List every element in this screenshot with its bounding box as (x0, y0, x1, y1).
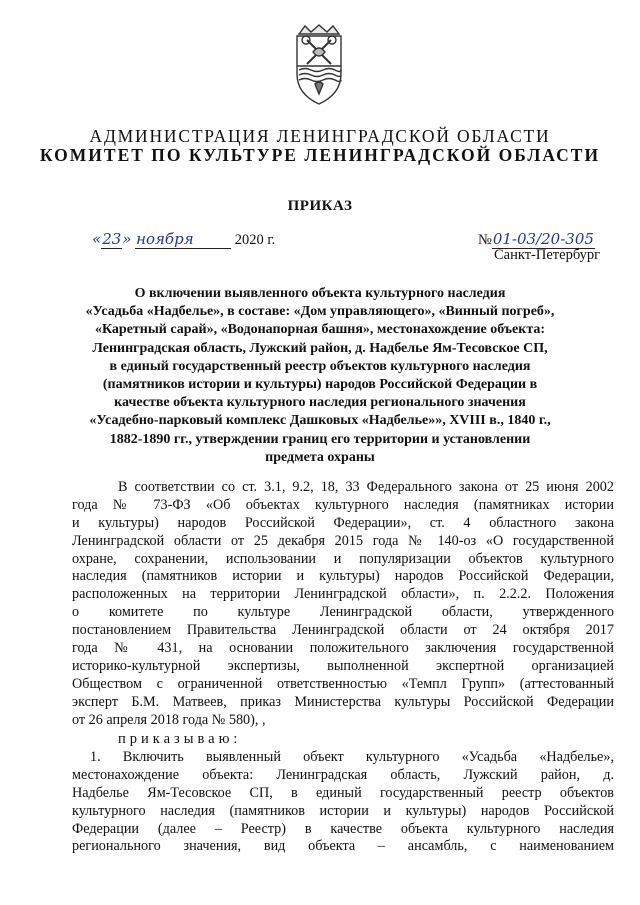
number-prefix: № (478, 232, 492, 248)
item-line: культурного наследия (памятников истории и культуры) народов Российской (72, 802, 614, 819)
coat-of-arms-emblem (285, 22, 353, 108)
paragraph-line: В соответствии со ст. 3.1, 9.2, 18, 33 Федерального закона от 25 июня 2002 (118, 479, 614, 495)
number-value: 01-03/20-305 (492, 230, 594, 248)
paragraph-line: расположенных на территории Ленинградской области», п. 2.2.2. Положения (72, 586, 614, 603)
paragraph-line: наследия (памятников истории и культуры) народов Российской Федерации, (72, 568, 614, 585)
date-open-quote: « (92, 230, 102, 248)
paragraph-line: года № 431, на основании положительного заключения государственной (72, 640, 614, 657)
paragraph-line: от 26 апреля 2018 года № 580), , (72, 711, 266, 728)
title-line: «Усадебно-парковый комплекс Дашковых «Надбелье»», XVIII в., 1840 г., (89, 413, 551, 429)
title-line: 1882-1890 гг., утверждении границ его территории и установлении (109, 431, 531, 447)
date-month: ноября (135, 230, 231, 249)
paragraph-line: и культуры) народов Российской Федерации», ст. 4 областного закона (72, 514, 614, 531)
title-line: Ленинградская область, Лужский район, д. Надбелье Ям-Тесовское СП, (92, 340, 548, 356)
paragraph-line: эксперт Б.М. Матвеев, приказ Министерства культуры Российской Федерации (72, 693, 614, 710)
date-close-quote: » (122, 230, 132, 248)
preamble-paragraph (72, 479, 614, 729)
item-line: 1. Включить выявленный объект культурного «Усадьба «Надбелье», (90, 749, 614, 765)
paragraph-line: постановлением Правительства Ленинградской области от 24 октября 2017 (72, 622, 614, 639)
paragraph-line: о комитете по культуре Ленинградской области, утвержденного (72, 604, 614, 621)
administration-header: АДМИНИСТРАЦИЯ ЛЕНИНГРАДСКОЙ ОБЛАСТИ (89, 126, 551, 146)
item-line: Федерации (далее – Реестр) в качестве объекта культурного наследия (72, 820, 614, 837)
date-day: 23 (102, 230, 122, 248)
document-date (92, 230, 275, 249)
paragraph-line: года № 73-ФЗ «Об объектах культурного наследия (памятниках истории (72, 496, 614, 513)
date-year: 2020 г. (234, 232, 276, 248)
title-line: «Каретный сарай», «Водонапорная башня», местонахождение объекта: (94, 322, 546, 338)
item-line: Надбелье Ям-Тесовское СП, в единый государственный реестр объектов (72, 784, 614, 801)
paragraph-line: охране, сохранении, использовании и популяризации объектов культурного (72, 550, 614, 567)
title-line: предмета охраны (265, 449, 375, 465)
paragraph-line: историко-культурной экспертизы, выполненной экспертной организацией (72, 657, 614, 674)
item-line: местонахождение объекта: Ленинградская область, Лужский район, д. (72, 766, 614, 783)
paragraph-line: Ленинградской области от 25 декабря 2015 года № 140-оз «О государственной (72, 532, 614, 549)
title-line: «Усадьба «Надбелье», в составе: «Дом управляющего», «Винный погреб», (85, 304, 555, 320)
committee-header: КОМИТЕТ ПО КУЛЬТУРЕ ЛЕНИНГРАДСКОЙ ОБЛАСТИ (39, 145, 601, 165)
paragraph-line: Обществом с ограниченной ответственностью «Темпл Групп» (аттестованный (72, 675, 614, 692)
order-word: приказываю: (118, 731, 242, 747)
item-line: регионального значения, вид объекта – ансамбль, с наименованием (72, 838, 614, 855)
document-city: Санкт-Петербург (494, 247, 601, 263)
title-line: (памятников истории и культуры) народов Российской Федерации в (102, 377, 538, 393)
title-line: О включении выявленного объекта культурного наследия (134, 286, 506, 301)
document-subject-title (70, 285, 570, 467)
order-item-1 (72, 749, 614, 856)
title-line: в единый государственный реестр объектов культурного наследия (109, 358, 531, 374)
document-type-title: ПРИКАЗ (287, 198, 353, 214)
title-line: качестве объекта культурного наследия регионального значения (114, 395, 526, 411)
